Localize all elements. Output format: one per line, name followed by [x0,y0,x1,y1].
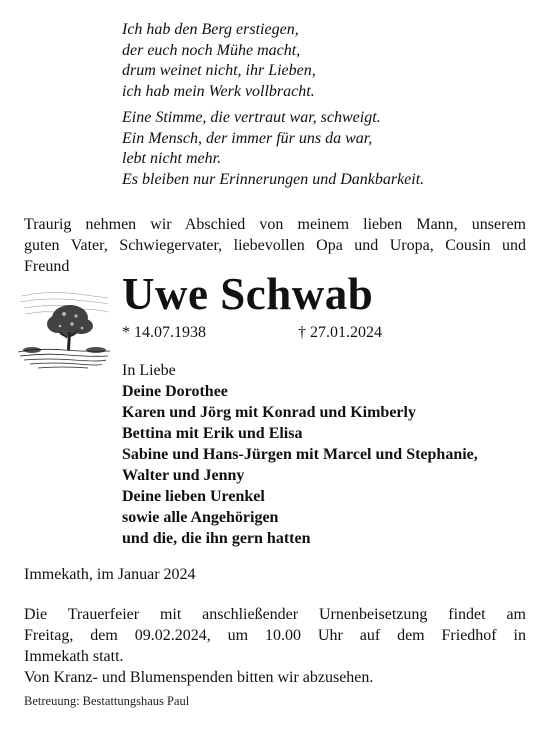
poem-line: Eine Stimme, die vertraut war, schweigt. [122,109,381,126]
birth-date: * 14.07.1938 [122,324,206,341]
mourner-entry: Deine lieben Urenkel [122,488,265,505]
farewell-line: Traurig nehmen wir Abschied von meinem lieben Mann, unserem [24,216,526,233]
mourner-entry: Deine Dorothee [122,383,228,400]
tree-landscape-icon [18,288,110,372]
mourner-entry: Karen und Jörg mit Konrad und Kimberly [122,404,416,421]
farewell-line: Freund [24,258,70,275]
mourner-entry: sowie alle Angehörigen [122,509,279,526]
place-and-date: Immekath, im Januar 2024 [24,566,196,583]
farewell-line: guten Vater, Schwiegervater, liebevollen Opa und Uropa, Cousin und [24,237,526,254]
poem-line: Es bleiben nur Erinnerungen und Dankbarkeit. [122,170,425,188]
poem-line: Ein Mensch, der immer für uns da war, [122,129,373,147]
poem-stanza-1 [122,20,522,102]
mourner-entry: und die, die ihn gern hatten [122,530,311,547]
poem-line: Ich hab den Berg erstiegen, [122,21,299,38]
funeral-line: Immekath statt. [24,648,124,665]
mourners-lead: In Liebe [122,362,176,379]
funeral-line: Die Trauerfeier mit anschließender Urnenbeisetzung findet am [24,606,526,623]
mourner-entry: Sabine und Hans-Jürgen mit Marcel und Stephanie, [122,446,478,463]
poem-stanza-2 [122,108,522,190]
funeral-info [24,604,526,688]
poem [122,20,522,190]
undertaker-credit: Betreuung: Bestattungshaus Paul [24,694,190,708]
poem-line: ich hab mein Werk vollbracht. [122,82,315,100]
poem-line: der euch noch Mühe macht, [122,41,301,59]
deceased-name: Uwe Schwab [122,269,374,319]
funeral-line: Von Kranz- und Blumenspenden bitten wir abzusehen. [24,669,374,686]
poem-line: lebt nicht mehr. [122,150,222,167]
death-date: † 27.01.2024 [298,324,382,341]
mourner-entry: Walter und Jenny [122,467,245,484]
mourners-list [122,360,542,549]
mourner-entry: Bettina mit Erik und Elisa [122,425,303,442]
funeral-line: Freitag, dem 09.02.2024, um 10.00 Uhr auf dem Friedhof in [24,627,526,644]
poem-line: drum weinet nicht, ihr Lieben, [122,62,316,79]
